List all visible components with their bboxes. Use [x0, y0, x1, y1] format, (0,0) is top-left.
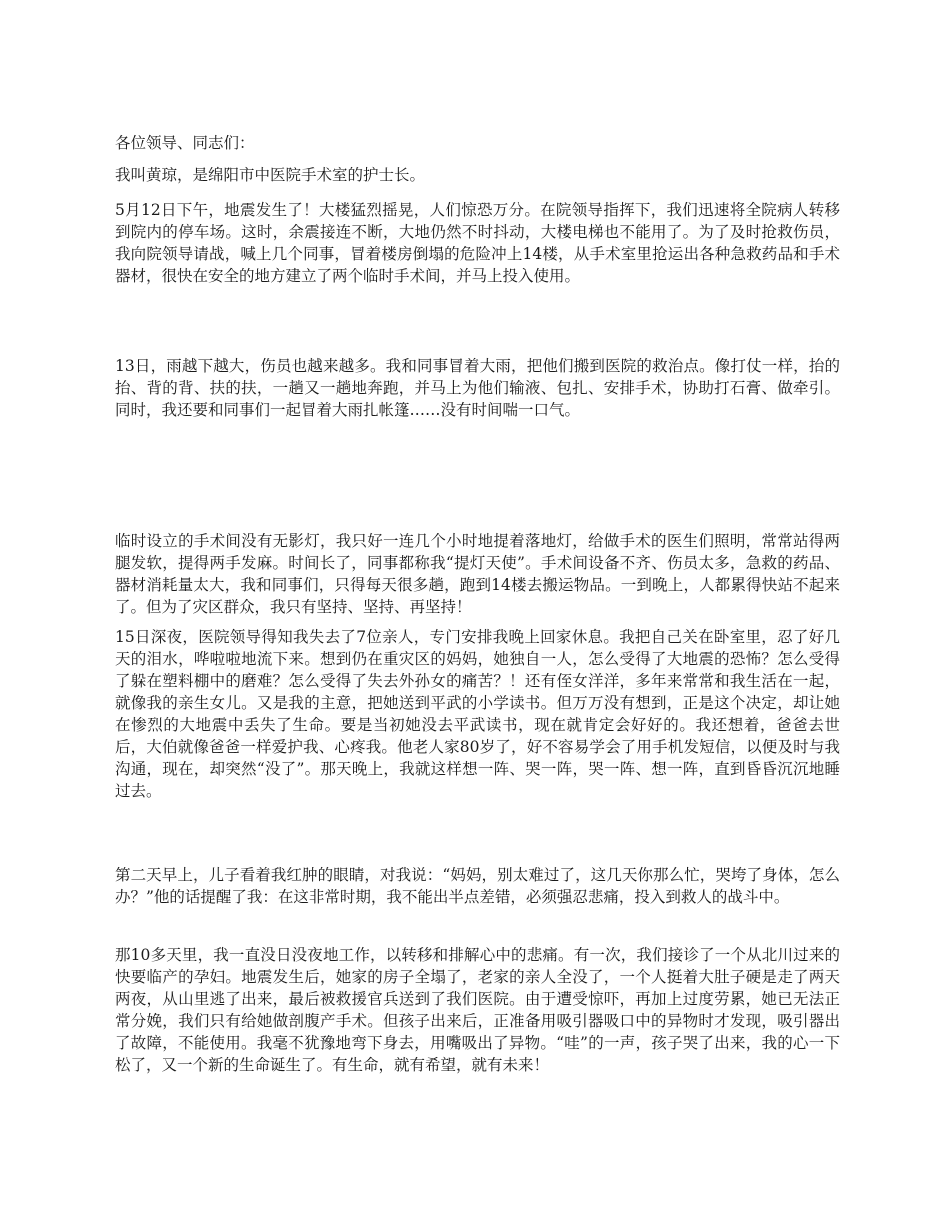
paragraph-new-life: 那10多天里，我一直没日没夜地工作，以转移和排解心中的悲痛。有一次，我们接诊了一个从北川过来的快要临产的孕妇。地震发生后，她家的房子全塌了，老家的亲人全没了，一个人挺着大肚子硬是走了两天两夜，从山里逃了出来，最后被救援官兵送到了我们医院。由于遭受惊吓，再加上过度劳累，她已无法正常分娩，我们只有给她做剖腹产手术。但孩子出来后，正准备用吸引器吸口中的异物时才发现，吸引器出了故障，不能使用。我毫不犹豫地弯下身去，用嘴吸出了异物。“哇”的一声，孩子哭了出来，我的心一下松了，又一个新的生命诞生了。有生命，就有希望，就有未来！ — [115, 946, 840, 1074]
paragraph-son-encouragement: 第二天早上，儿子看着我红肿的眼睛，对我说：“妈妈，别太难过了，这几天你那么忙，哭垮了身体，怎么办？”他的话提醒了我：在这非常时期，我不能出半点差错，必须强忍悲痛，投入到救人的战斗中。 — [115, 866, 840, 906]
paragraph-earthquake-day: 5月12日下午，地震发生了！大楼猛烈摇晃，人们惊恐万分。在院领导指挥下，我们迅速将全院病人转移到院内的停车场。这时，余震接连不断，大地仍然不时抖动，大楼电梯也不能用了。为了及时抢救伤员，我向院领导请战，喊上几个同事，冒着楼房倒塌的危险冲上14楼，从手术室里抢运出各种急救药品和手术器材，很快在安全的地方建立了两个临时手术间，并马上投入使用。 — [115, 201, 840, 285]
salutation: 各位领导、同志们： — [115, 134, 255, 152]
paragraph-rescue-in-rain: 13日，雨越下越大，伤员也越来越多。我和同事冒着大雨，把他们搬到医院的救治点。像打仗一样，抬的抬、背的背、扶的扶，一趟又一趟地奔跑，并马上为他们输液、包扎、安排手术，协助打石膏、做牵引。同时，我还要和同事们一起冒着大雨扎帐篷……没有时间喘一口气。 — [115, 357, 840, 419]
paragraph-lamp-angel: 临时设立的手术间没有无影灯，我只好一连几个小时地提着落地灯，给做手术的医生们照明，常常站得两腿发软，提得两手发麻。时间长了，同事都称我“提灯天使”。手术间设备不齐、伤员太多，急救的药品、器材消耗量太大，我和同事们，只得每天很多趟，跑到14楼去搬运物品。一到晚上，人都累得快站不起来了。但为了灾区群众，我只有坚持、坚持、再坚持！ — [115, 532, 840, 616]
paragraph-introduction: 我叫黄琼，是绵阳市中医院手术室的护士长。 — [115, 166, 426, 184]
paragraph-lost-relatives: 15日深夜，医院领导得知我失去了7位亲人，专门安排我晚上回家休息。我把自己关在卧室里，忍了好几天的泪水，哗啦啦地流下来。想到仍在重灾区的妈妈，她独自一人，怎么受得了大地震的恐怖？怎么受得了躲在塑料棚中的磨难？怎么受得了失去外孙女的痛苦？！还有侄女洋洋，多年来常常和我生活在一起，就像我的亲生女儿。又是我的主意，把她送到平武的小学读书。但万万没有想到，正是这个决定，却让她在惨烈的大地震中丢失了生命。要是当初她没去平武读书，现在就肯定会好好的。我还想着，爸爸去世后，大伯就像爸爸一样爱护我、心疼我。他老人家80岁了，好不容易学会了用手机发短信，以便及时与我沟通，现在，却突然“没了”。那天晚上，我就这样想一阵、哭一阵，哭一阵、想一阵，直到昏昏沉沉地睡过去。 — [115, 628, 840, 800]
